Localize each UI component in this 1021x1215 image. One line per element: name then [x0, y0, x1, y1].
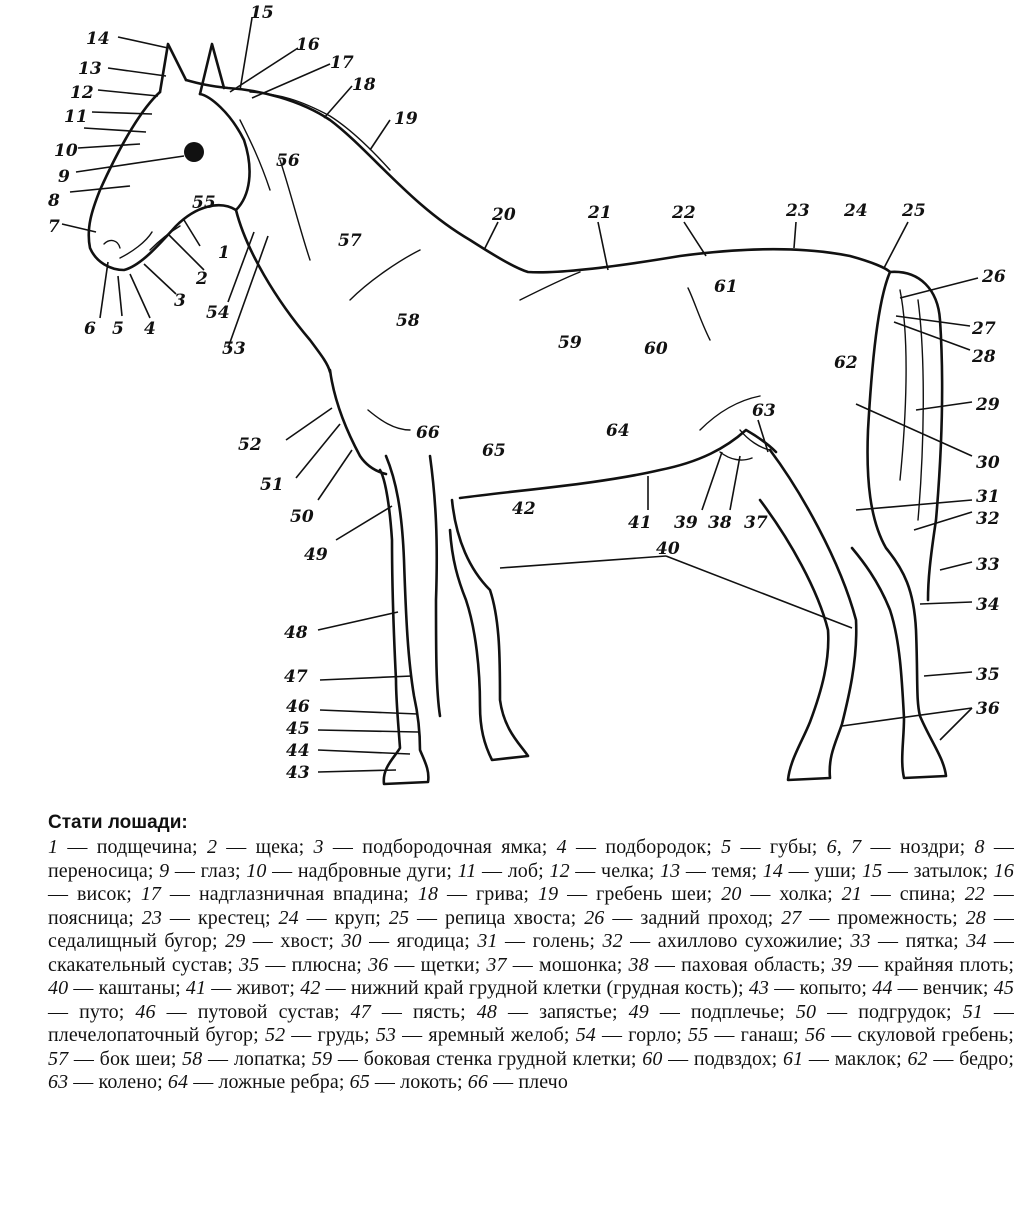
- legend-item-number: 41: [185, 977, 207, 999]
- legend-item-number: 30: [341, 930, 362, 952]
- legend-item-number: 1: [48, 836, 59, 858]
- legend-item-label: глаз: [200, 859, 235, 882]
- callout-65: 65: [482, 441, 506, 461]
- legend-item-number: 19: [537, 883, 559, 905]
- legend-item-label: губы: [769, 836, 812, 858]
- callout-6: 6: [84, 319, 96, 339]
- legend-item-label: мошонка: [538, 953, 617, 976]
- legend-item: 66 — плечо: [467, 1071, 568, 1093]
- callout-59: 59: [558, 333, 582, 353]
- callout-63: 63: [752, 401, 776, 421]
- legend-item-number: 15: [862, 859, 883, 882]
- legend-item: 60 — подвздох;: [642, 1047, 784, 1070]
- legend-item-number: 18: [417, 883, 439, 905]
- legend-item-label: затылок: [913, 859, 983, 882]
- legend-item-number: 55: [688, 1024, 709, 1046]
- callout-22: 22: [672, 203, 696, 223]
- legend-item-number: 33: [850, 930, 871, 952]
- legend-item: 56 — скуловой гребень;: [804, 1024, 1014, 1046]
- legend-item-number: 5: [721, 836, 732, 858]
- callout-2: 2: [196, 269, 208, 289]
- legend-item-label: крестец: [197, 906, 265, 929]
- callout-38: 38: [708, 513, 732, 533]
- horse-outline: [89, 44, 946, 784]
- callout-44: 44: [286, 741, 310, 761]
- legend-item: 64 — ложные ребра;: [167, 1071, 350, 1093]
- legend-item-number: 25: [388, 906, 410, 929]
- legend-item: 49 — подплечье;: [628, 1000, 796, 1023]
- legend-item-label: живот: [236, 977, 290, 999]
- legend-item: 47 — пясть;: [350, 1000, 477, 1023]
- legend-item-number: 65: [349, 1071, 370, 1093]
- legend-item-label: репица хвоста: [445, 906, 571, 929]
- legend-item-label: лопатка: [233, 1047, 301, 1070]
- legend-item: 26 — задний проход;: [584, 906, 782, 929]
- legend-item-label: поясница: [48, 906, 129, 929]
- legend-item: 38 — паховая область;: [628, 953, 832, 976]
- callout-11: 11: [64, 107, 88, 127]
- legend-item-label: пясть: [412, 1000, 461, 1023]
- legend-item: 37 — мошонка;: [486, 953, 629, 976]
- legend-item-label: грива: [475, 883, 524, 905]
- legend-item: 5 — губы;: [721, 836, 827, 858]
- legend-item-label: подщечина: [96, 836, 193, 858]
- callout-53: 53: [222, 339, 246, 359]
- callout-62: 62: [834, 353, 858, 373]
- legend-item-label: ягодица: [396, 930, 465, 952]
- legend-item-number: 34: [966, 930, 987, 952]
- legend-item-number: 61: [783, 1047, 804, 1070]
- legend-item: 63 — колено;: [48, 1071, 168, 1093]
- legend-item-label: холка: [779, 883, 828, 905]
- callout-12: 12: [70, 83, 94, 103]
- legend-item-label: спина: [899, 883, 951, 905]
- legend-item-number: 46: [135, 1000, 156, 1023]
- callout-23: 23: [786, 201, 810, 221]
- legend-item-label: венчик: [922, 977, 983, 999]
- legend-item-number: 51: [962, 1000, 983, 1023]
- legend-item-label: хвост: [280, 930, 329, 952]
- legend-item-number: 6, 7: [826, 836, 862, 858]
- callout-40: 40: [656, 539, 680, 559]
- callout-66: 66: [416, 423, 440, 443]
- legend-item: 9 — глаз;: [159, 859, 247, 882]
- legend-item: 12 — челка;: [549, 859, 661, 882]
- legend-item: 30 — ягодица;: [341, 930, 478, 952]
- legend-item: 42 — нижний край грудной клетки (грудная кость);: [300, 977, 749, 999]
- legend-item-label: подбородочная ямка: [362, 836, 542, 858]
- callout-61: 61: [714, 277, 738, 297]
- legend-item: 6, 7 — ноздри;: [826, 836, 975, 858]
- legend-item-number: 43: [748, 977, 770, 999]
- legend-item-number: 9: [159, 859, 170, 882]
- legend-text: [48, 836, 1014, 1095]
- legend-item: 61 — маклок;: [783, 1047, 908, 1070]
- callout-58: 58: [396, 311, 420, 331]
- legend-item-number: 11: [457, 859, 477, 882]
- callout-49: 49: [304, 545, 328, 565]
- legend-item: 40 — каштаны;: [48, 977, 186, 999]
- legend-item: 33 — пятка;: [850, 930, 967, 952]
- legend-item: 22 — поясница;: [48, 883, 1014, 929]
- legend-item-label: путовой сустав: [197, 1000, 334, 1023]
- legend-item: 51 — плечелопаточный бугор;: [48, 1000, 1014, 1046]
- legend-item: 2 — щека;: [206, 836, 314, 858]
- legend-item-number: 63: [48, 1071, 69, 1093]
- legend-item: 23 — крестец;: [141, 906, 279, 929]
- callout-47: 47: [284, 667, 308, 687]
- callout-24: 24: [844, 201, 868, 221]
- legend-item-label: крайняя плоть: [884, 953, 1009, 976]
- legend-item: 27 — промежность;: [781, 906, 966, 929]
- legend-item-label: щека: [255, 836, 299, 858]
- legend-item-label: колено: [98, 1071, 158, 1093]
- legend-item-number: 35: [239, 953, 260, 976]
- legend-item: 16 — висок;: [48, 859, 1014, 905]
- callout-46: 46: [286, 697, 310, 717]
- legend-item: 65 — локоть;: [349, 1071, 468, 1093]
- legend-item: 55 — ганаш;: [688, 1024, 805, 1046]
- legend-item-number: 3: [313, 836, 324, 858]
- legend-item-label: надбровные дуги: [297, 859, 447, 882]
- legend-title: Стати лошади:: [48, 812, 188, 833]
- callout-8: 8: [48, 191, 60, 211]
- legend-item-number: 57: [48, 1047, 69, 1070]
- callout-48: 48: [284, 623, 308, 643]
- legend-item-label: темя: [711, 859, 752, 882]
- legend-item-label: плечо: [518, 1071, 568, 1093]
- legend-item-label: гребень шеи: [596, 883, 707, 905]
- callout-45: 45: [286, 719, 310, 739]
- callout-37: 37: [744, 513, 768, 533]
- legend-item-label: бедро: [959, 1047, 1009, 1070]
- legend-item-number: 47: [350, 1000, 371, 1023]
- callout-35: 35: [976, 665, 1000, 685]
- callout-18: 18: [352, 75, 376, 95]
- callout-50: 50: [290, 507, 314, 527]
- callout-26: 26: [982, 267, 1006, 287]
- legend-item-label: грудь: [317, 1024, 365, 1046]
- legend-item-number: 32: [602, 930, 623, 952]
- legend-item: 25 — репица хвоста;: [388, 906, 585, 929]
- callout-43: 43: [286, 763, 310, 783]
- callout-25: 25: [902, 201, 926, 221]
- legend-item-number: 2: [206, 836, 218, 858]
- legend-item-label: пятка: [905, 930, 954, 952]
- legend-item: 53 — яремный желоб;: [375, 1024, 576, 1046]
- legend-item-label: локоть: [400, 1071, 458, 1093]
- legend-item-number: 24: [278, 906, 299, 929]
- legend-item-label: переносица: [48, 859, 148, 882]
- legend-item-label: подплечье: [690, 1000, 780, 1023]
- legend-item-label: щетки: [420, 953, 475, 976]
- legend-item-number: 13: [660, 859, 681, 882]
- callout-56: 56: [276, 151, 300, 171]
- callout-41: 41: [628, 513, 652, 533]
- callout-7: 7: [48, 217, 60, 237]
- legend-item-label: надглазничная впадина: [198, 883, 404, 905]
- legend-item-label: задний проход: [640, 906, 768, 929]
- callout-64: 64: [606, 421, 630, 441]
- legend-item: 10 — надбровные дуги;: [246, 859, 458, 882]
- callout-5: 5: [112, 319, 124, 339]
- legend-item: 3 — подбородочная ямка;: [313, 836, 557, 858]
- legend-item-number: 8: [974, 836, 985, 858]
- legend-item: 19 — гребень шеи;: [537, 883, 722, 905]
- callout-numbers: [47, 3, 1006, 783]
- callout-57: 57: [338, 231, 362, 251]
- legend-item-number: 45: [993, 977, 1014, 999]
- legend-item: 17 — надглазничная впадина;: [140, 883, 418, 905]
- legend-item-label: запястье: [539, 1000, 612, 1023]
- legend-item: 41 — живот;: [185, 977, 301, 999]
- legend-item-number: 20: [721, 883, 742, 905]
- legend-item-number: 16: [993, 859, 1014, 882]
- legend-item-label: седалищный бугор: [48, 930, 212, 952]
- legend-item-label: боковая стенка грудной клетки: [363, 1047, 631, 1070]
- legend-item: 43 — копыто;: [748, 977, 873, 999]
- callout-14: 14: [86, 29, 110, 49]
- legend-item-label: челка: [601, 859, 649, 882]
- callout-33: 33: [976, 555, 1000, 575]
- legend-item-label: подбородок: [605, 836, 707, 858]
- legend-item-number: 62: [907, 1047, 928, 1070]
- legend-item-number: 28: [965, 906, 986, 929]
- callout-51: 51: [260, 475, 284, 495]
- legend-item: 52 — грудь;: [264, 1024, 376, 1046]
- callout-52: 52: [238, 435, 262, 455]
- legend-item-label: уши: [814, 859, 851, 882]
- legend-item: 32 — ахиллово сухожилие;: [602, 930, 851, 952]
- legend-item-number: 42: [300, 977, 321, 999]
- callout-19: 19: [394, 109, 418, 129]
- legend-item: 14 — уши;: [762, 859, 863, 882]
- legend-item-number: 23: [141, 906, 162, 929]
- legend-item-label: промежность: [837, 906, 953, 929]
- legend-item: 50 — подгрудок;: [795, 1000, 963, 1023]
- legend-item: 8 — переносица;: [48, 836, 1014, 882]
- callout-13: 13: [78, 59, 102, 79]
- legend-item-number: 53: [375, 1024, 397, 1046]
- legend-item: 62 — бедро;: [907, 1047, 1014, 1070]
- callout-60: 60: [644, 339, 668, 359]
- legend-item-label: нижний край грудной клетки (грудная кость): [350, 977, 738, 999]
- legend-item-number: 56: [804, 1024, 826, 1046]
- legend-item-number: 14: [762, 859, 783, 882]
- callout-10: 10: [54, 141, 78, 161]
- legend-item-number: 17: [140, 883, 162, 905]
- legend-item-number: 49: [628, 1000, 649, 1023]
- callout-15: 15: [250, 3, 274, 23]
- legend-item: 4 — подбородок;: [556, 836, 722, 858]
- legend-item-number: 59: [311, 1047, 333, 1070]
- callout-39: 39: [674, 513, 698, 533]
- legend-item-label: голень: [532, 930, 590, 952]
- legend-item: 18 — грива;: [417, 883, 538, 905]
- callout-3: 3: [174, 291, 186, 311]
- legend-item-number: 58: [182, 1047, 203, 1070]
- legend-item: 57 — бок шеи;: [48, 1047, 183, 1070]
- legend-item: 36 — щетки;: [368, 953, 487, 976]
- legend-item-number: 29: [225, 930, 246, 952]
- legend-item: 20 — холка;: [721, 883, 842, 905]
- legend-item-number: 12: [549, 859, 570, 882]
- legend-item: 54 — горло;: [575, 1024, 688, 1046]
- legend-item-number: 38: [628, 953, 649, 976]
- legend-item-number: 21: [841, 883, 862, 905]
- callout-27: 27: [972, 319, 996, 339]
- legend-item-number: 37: [486, 953, 507, 976]
- legend-item: 28 — седалищный бугор;: [48, 906, 1014, 952]
- legend-item-label: паховая область: [681, 953, 820, 976]
- legend-item-label: каштаны: [98, 977, 176, 999]
- legend-item-label: путо: [79, 1000, 119, 1023]
- legend-item: 15 — затылок;: [862, 859, 994, 882]
- legend-item: 35 — плюсна;: [239, 953, 369, 976]
- legend-item: 46 — путовой сустав;: [135, 1000, 351, 1023]
- legend-item: 59 — боковая стенка грудной клетки;: [311, 1047, 643, 1070]
- legend-item: 44 — венчик;: [872, 977, 994, 999]
- legend-item: 48 — запястье;: [476, 1000, 629, 1023]
- legend-item: 24 — круп;: [278, 906, 389, 929]
- legend-item: 34 — скакательный сустав;: [48, 930, 1014, 976]
- legend-item-number: 40: [48, 977, 69, 999]
- legend-item-label: бок шеи: [99, 1047, 171, 1070]
- callout-29: 29: [976, 395, 1000, 415]
- legend-item-label: ноздри: [899, 836, 960, 858]
- legend-item-number: 64: [167, 1071, 189, 1093]
- legend-item-number: 39: [831, 953, 852, 976]
- legend-item-label: подгрудок: [858, 1000, 947, 1023]
- callout-31: 31: [976, 487, 1000, 507]
- legend-item-label: маклок: [834, 1047, 897, 1070]
- legend-item-number: 31: [477, 930, 498, 952]
- legend-item-number: 22: [964, 883, 985, 905]
- callout-34: 34: [976, 595, 1000, 615]
- legend-item-label: скакательный сустав: [48, 953, 228, 976]
- legend-item-label: плечелопаточный бугор: [48, 1024, 254, 1046]
- callout-9: 9: [58, 167, 70, 187]
- legend-item-number: 48: [476, 1000, 497, 1023]
- legend-item: 21 — спина;: [841, 883, 965, 905]
- legend-item-number: 60: [642, 1047, 663, 1070]
- callout-21: 21: [588, 203, 612, 223]
- callout-30: 30: [976, 453, 1000, 473]
- callout-28: 28: [972, 347, 996, 367]
- legend: [48, 812, 1014, 1095]
- legend-item-number: 4: [556, 836, 567, 858]
- callout-16: 16: [296, 35, 320, 55]
- legend-item-number: 36: [368, 953, 389, 976]
- legend-item-number: 50: [795, 1000, 817, 1023]
- legend-item-label: плюсна: [291, 953, 357, 976]
- legend-item-label: ахиллово сухожилие: [657, 930, 838, 952]
- callout-54: 54: [206, 303, 230, 323]
- legend-item-label: яремный желоб: [428, 1024, 564, 1046]
- legend-item-label: ганаш: [740, 1024, 794, 1046]
- callout-55: 55: [192, 193, 216, 213]
- callout-1: 1: [218, 243, 230, 263]
- callout-42: 42: [512, 499, 536, 519]
- callout-32: 32: [976, 509, 1000, 529]
- legend-item-label: круп: [334, 906, 376, 929]
- legend-item: 58 — лопатка;: [182, 1047, 312, 1070]
- legend-item-label: висок: [77, 883, 127, 905]
- legend-item-label: копыто: [799, 977, 862, 999]
- legend-item-number: 27: [781, 906, 802, 929]
- legend-item-label: скуловой гребень: [857, 1024, 1009, 1046]
- legend-item-number: 52: [264, 1024, 286, 1046]
- legend-item-label: подвздох: [693, 1047, 772, 1070]
- legend-item-label: лоб: [507, 859, 539, 882]
- legend-item: 31 — голень;: [477, 930, 603, 952]
- legend-item-number: 10: [246, 859, 267, 882]
- legend-item: 11 — лоб;: [457, 859, 550, 882]
- legend-item-label: горло: [628, 1024, 677, 1046]
- legend-item: 29 — хвост;: [225, 930, 342, 952]
- legend-item-number: 44: [872, 977, 893, 999]
- leader-lines: [62, 18, 978, 772]
- callout-17: 17: [330, 53, 354, 73]
- legend-item: 45 — путо;: [48, 977, 1014, 1023]
- legend-item-number: 54: [575, 1024, 596, 1046]
- legend-item-number: 66: [467, 1071, 488, 1093]
- legend-item: 13 — темя;: [660, 859, 763, 882]
- callout-36: 36: [976, 699, 1000, 719]
- legend-item: 1 — подщечина;: [48, 836, 207, 858]
- legend-item: 39 — крайняя плоть;: [831, 953, 1014, 976]
- legend-item-number: 26: [584, 906, 605, 929]
- callout-4: 4: [144, 319, 156, 339]
- callout-20: 20: [492, 205, 516, 225]
- legend-item-label: ложные ребра: [218, 1071, 339, 1093]
